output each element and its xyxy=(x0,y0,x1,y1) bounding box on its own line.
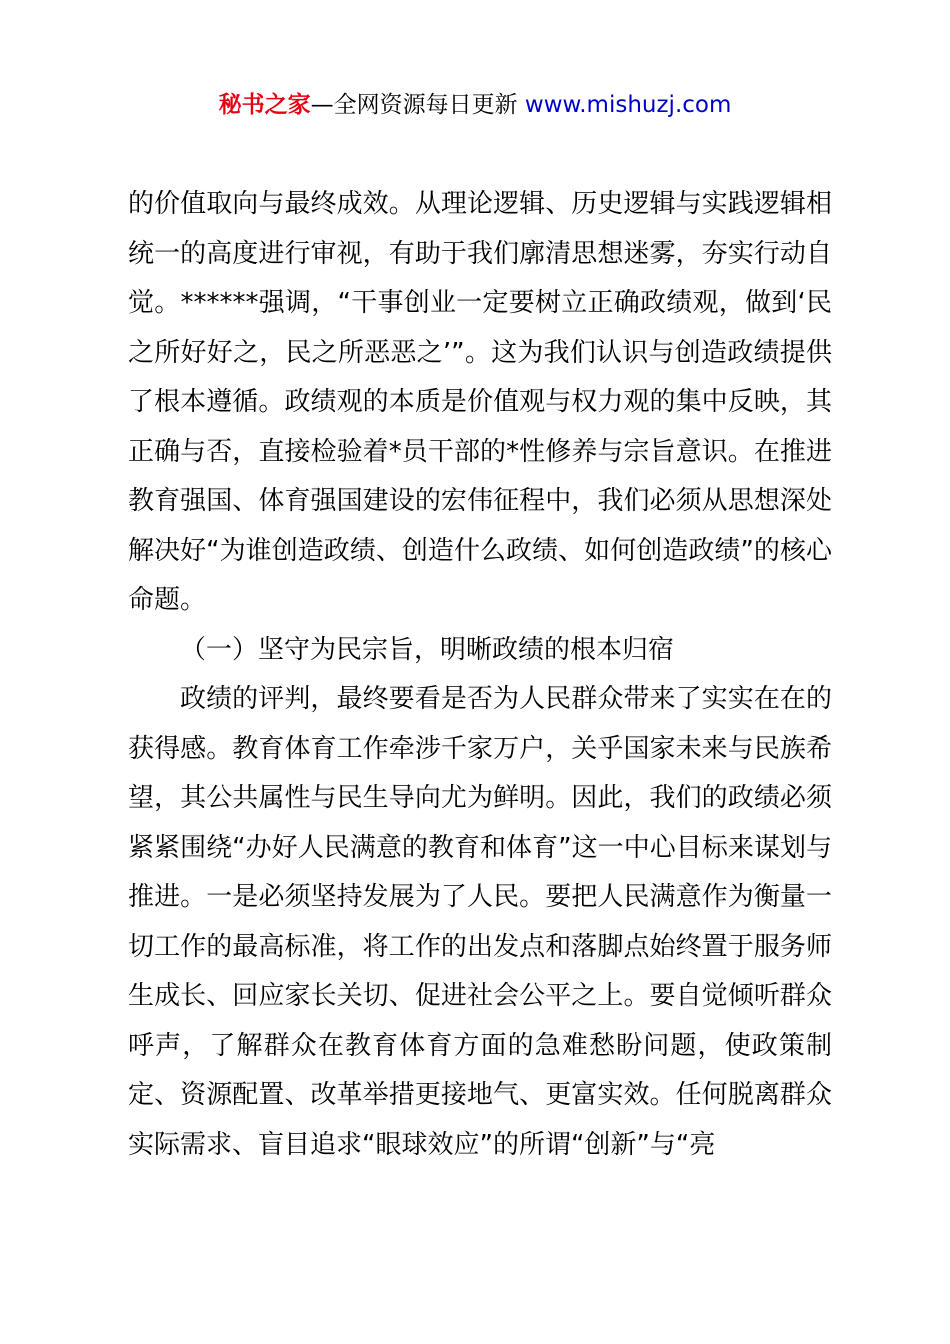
document-body xyxy=(128,180,832,1170)
header-tagline: —全网资源每日更新 xyxy=(310,92,525,118)
brand-name: 秘书之家 xyxy=(218,92,311,118)
website-link[interactable]: www.mishuzj.com xyxy=(524,92,732,118)
section-heading: （一）坚守为民宗旨，明晰政绩的根本归宿 xyxy=(180,634,675,665)
paragraph-1: 的价值取向与最终成效。从理论逻辑、历史逻辑与实践逻辑相统一的高度进行审视，有助于我们廓清思想迷雾，夯实行动自觉。******强调，“干事创业一定要树立正确政绩观，做到‘民之所好好之，民之所恶恶之’”。这为我们认识与创造政绩提供了根本遵循。政绩观的本质是价值观与权力观的集中反映，其正确与否，直接检验着*员干部的*性修养与宗旨意识。在推进教育强国、体育强国建设的宏伟征程中，我们必须从思想深处解决好“为谁创造政绩、创造什么政绩、如何创造政绩”的核心命题。 xyxy=(128,189,832,615)
page-header xyxy=(0,88,950,122)
paragraph-2: 政绩的评判，最终要看是否为人民群众带来了实实在在的获得感。教育体育工作牵涉千家万户，关乎国家未来与民族希望，其公共属性与民生导向尤为鲜明。因此，我们的政绩必须紧紧围绕“办好人民满意的教育和体育”这一中心目标来谋划与推进。一是必须坚持发展为了人民。要把人民满意作为衡量一切工作的最高标准，将工作的出发点和落脚点始终置于服务师生成长、回应家长关切、促进社会公平之上。要自觉倾听群众呼声，了解群众在教育体育方面的急难愁盼问题，使政策制定、资源配置、改革举措更接地气、更富实效。任何脱离群众实际需求、盲目追求“眼球效应”的所谓“创新”与“亮 xyxy=(128,684,832,1160)
